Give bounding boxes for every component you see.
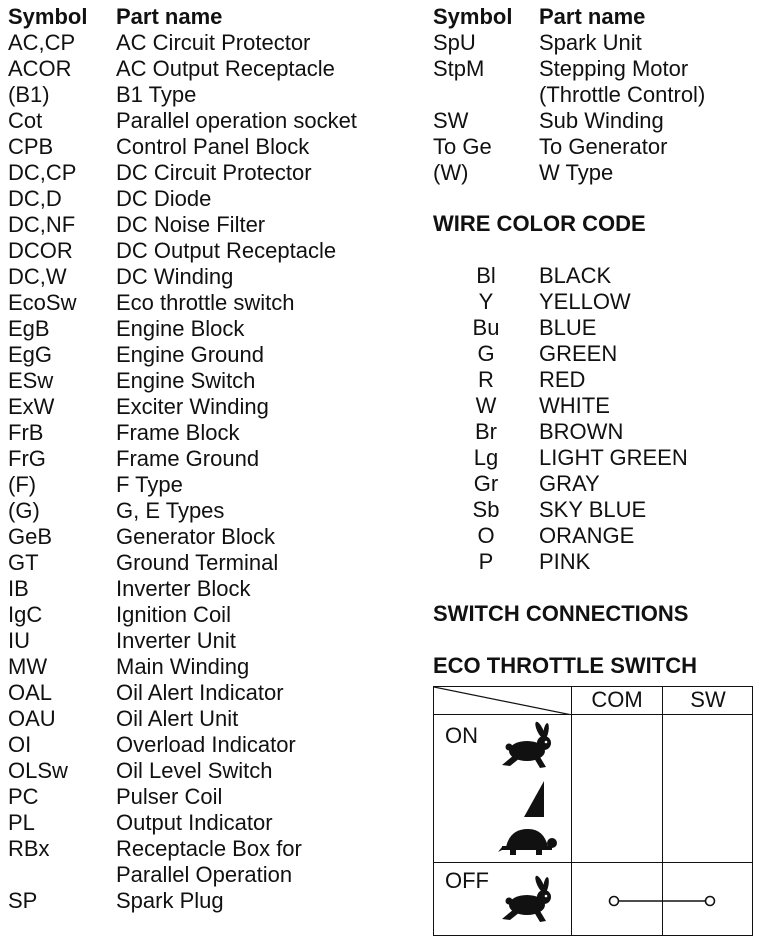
wire-color-row [433,497,758,523]
right-symbol-list [433,4,758,893]
wire-code: Bl [476,263,496,288]
symbol: (F) [8,472,37,497]
wire-color-row [433,341,758,367]
symbol: DC,D [8,186,62,211]
symbol: EcoSw [8,290,77,315]
symbol: FrB [8,420,44,445]
symbol-row [8,160,408,186]
symbol: IB [8,576,29,601]
wire-code: P [478,549,494,574]
part-name: Sub Winding [539,108,664,133]
symbol-row [433,160,758,186]
com-sw-connection [604,891,724,911]
wire-color-row [433,263,758,289]
symbol-row [8,654,408,680]
wire-color-name: PINK [539,549,591,574]
col-com-header: COM [591,687,643,712]
symbol: MW [8,654,48,679]
symbol-row [8,134,408,160]
symbol: CPB [8,134,54,159]
symbol-row [8,680,408,706]
part-name: Oil Alert Indicator [116,680,284,705]
symbol-row [8,862,408,888]
part-name: Receptacle Box for [116,836,302,861]
symbol: FrG [8,446,46,471]
symbol-row [8,108,408,134]
symbol: DC,NF [8,212,76,237]
wire-code: O [477,523,495,548]
switch-connection-table [433,686,753,936]
symbol: DCOR [8,238,73,263]
symbol-row [8,550,408,576]
part-name: AC Output Receptacle [116,56,335,81]
symbol-row [8,524,408,550]
symbol-row [8,186,408,212]
wire-color-name: YELLOW [539,289,631,314]
symbol-row [8,212,408,238]
symbol-row [8,628,408,654]
part-name: Pulser Coil [116,784,223,809]
symbol: AC,CP [8,30,76,55]
wire-code: Y [478,289,494,314]
left-symbol-list [8,4,408,914]
part-name: Output Indicator [116,810,273,835]
wire-color-row [433,367,758,393]
symbol: OI [8,732,32,757]
symbol: OLSw [8,758,68,783]
symbol: EgB [8,316,50,341]
row-off-label: OFF [445,868,489,893]
symbol-row [8,810,408,836]
part-name: DC Output Receptacle [116,238,337,263]
symbol: To Ge [433,134,492,159]
part-name: To Generator [539,134,668,159]
symbol-row [433,56,758,82]
symbol: PL [8,810,35,835]
part-name: Inverter Block [116,576,251,601]
symbol-row [8,264,408,290]
part-name: Engine Block [116,316,245,341]
symbol-row [8,368,408,394]
symbol-row [433,108,758,134]
symbol: DC,CP [8,160,77,185]
part-name: W Type [539,160,614,185]
row-on-label: ON [445,723,478,748]
part-name: Engine Switch [116,368,256,393]
symbol-row [8,30,408,56]
wire-color-row [433,393,758,419]
part-name: Inverter Unit [116,628,236,653]
part-name: G, E Types [116,498,225,523]
symbol: DC,W [8,264,67,289]
symbol-header: Symbol [433,4,513,29]
wire-color-row [433,419,758,445]
wire-color-name: ORANGE [539,523,635,548]
part-name: Parallel Operation [116,862,293,887]
symbol-row [8,56,408,82]
part-name: DC Winding [116,264,234,289]
wire-code: Br [475,419,497,444]
part-name: F Type [116,472,183,497]
left-header-row [8,4,408,30]
symbol: ESw [8,368,54,393]
wire-color-row [433,445,758,471]
symbol-row [8,420,408,446]
part-name: Oil Level Switch [116,758,273,783]
symbol: GT [8,550,39,575]
symbol-row [433,30,758,56]
wire-color-row [433,549,758,575]
wire-color-name: LIGHT GREEN [539,445,688,470]
symbol: ACOR [8,56,72,81]
symbol-row [8,784,408,810]
symbol: OAU [8,706,56,731]
symbol-row [8,472,408,498]
right-header-row [433,4,758,30]
symbol: SP [8,888,38,913]
part-name: Spark Plug [116,888,224,913]
symbol: StpM [433,56,485,81]
part-name: AC Circuit Protector [116,30,311,55]
wire-color-name: SKY BLUE [539,497,647,522]
wire-color-name: BLUE [539,315,597,340]
part-name: Stepping Motor [539,56,689,81]
part-name: B1 Type [116,82,197,107]
symbol-row [8,576,408,602]
col-sw-header: SW [690,687,726,712]
symbol-row [8,290,408,316]
wire-color-name: RED [539,367,586,392]
wire-code: R [478,367,494,392]
symbol-row [8,238,408,264]
part-name: Eco throttle switch [116,290,295,315]
part-name: Control Panel Block [116,134,310,159]
symbol: (W) [433,160,469,185]
symbol-row [8,758,408,784]
symbol: (G) [8,498,40,523]
throttle-wedge-icon [520,781,546,817]
wire-color-row [433,523,758,549]
wire-color-list [433,263,758,575]
part-name: DC Diode [116,186,212,211]
symbol: (B1) [8,82,50,107]
wire-color-name: GREEN [539,341,618,366]
symbol: OAL [8,680,53,705]
rabbit-icon [500,721,558,771]
wire-color-code-heading: WIRE COLOR CODE [433,211,646,236]
symbol-row [8,82,408,108]
symbol: SW [433,108,469,133]
wire-color-name: BROWN [539,419,624,444]
wire-color-row [433,289,758,315]
symbol: EgG [8,342,53,367]
symbol: IgC [8,602,43,627]
symbol: Cot [8,108,43,133]
symbol-header: Symbol [8,4,88,29]
wire-color-row [433,315,758,341]
symbol-row [8,446,408,472]
part-name: (Throttle Control) [539,82,706,107]
symbol: ExW [8,394,55,419]
part-name: Oil Alert Unit [116,706,239,731]
part-name: DC Noise Filter [116,212,266,237]
wire-code: Bu [472,315,500,340]
symbol: SpU [433,30,476,55]
symbol-row [8,732,408,758]
wire-color-name: WHITE [539,393,610,418]
wire-color-row [433,471,758,497]
symbol-row [8,706,408,732]
symbol: IU [8,628,30,653]
diagonal-header-cell [434,687,572,715]
part-name: Overload Indicator [116,732,296,757]
symbol-row [8,602,408,628]
wire-code: Gr [473,471,499,496]
wire-color-name: GRAY [539,471,600,496]
part-name: Frame Ground [116,446,260,471]
symbol-row [8,342,408,368]
part-name-header: Part name [539,4,646,29]
wire-code: Sb [472,497,500,522]
symbol-row [8,394,408,420]
symbol-row [433,134,758,160]
part-name: DC Circuit Protector [116,160,312,185]
part-name: Ignition Coil [116,602,231,627]
switch-connections-heading: SWITCH CONNECTIONS [433,601,689,626]
part-name: Engine Ground [116,342,264,367]
turtle-icon [498,825,558,857]
symbol: GeB [8,524,53,549]
wire-code: Lg [473,445,499,470]
wire-code: W [475,393,497,418]
part-name: Parallel operation socket [116,108,357,133]
symbol-row [8,836,408,862]
part-name: Exciter Winding [116,394,269,419]
symbol-row [433,82,758,108]
symbol: PC [8,784,39,809]
symbol-row [8,316,408,342]
wire-code: G [477,341,495,366]
eco-throttle-switch-heading: ECO THROTTLE SWITCH [433,653,697,678]
part-name-header: Part name [116,4,223,29]
wire-color-name: BLACK [539,263,612,288]
part-name: Main Winding [116,654,250,679]
part-name: Frame Block [116,420,240,445]
part-name: Generator Block [116,524,275,549]
part-name: Spark Unit [539,30,642,55]
symbol-row [8,888,408,914]
part-name: Ground Terminal [116,550,279,575]
rabbit-icon [500,875,558,925]
symbol: RBx [8,836,50,861]
symbol-row [8,498,408,524]
